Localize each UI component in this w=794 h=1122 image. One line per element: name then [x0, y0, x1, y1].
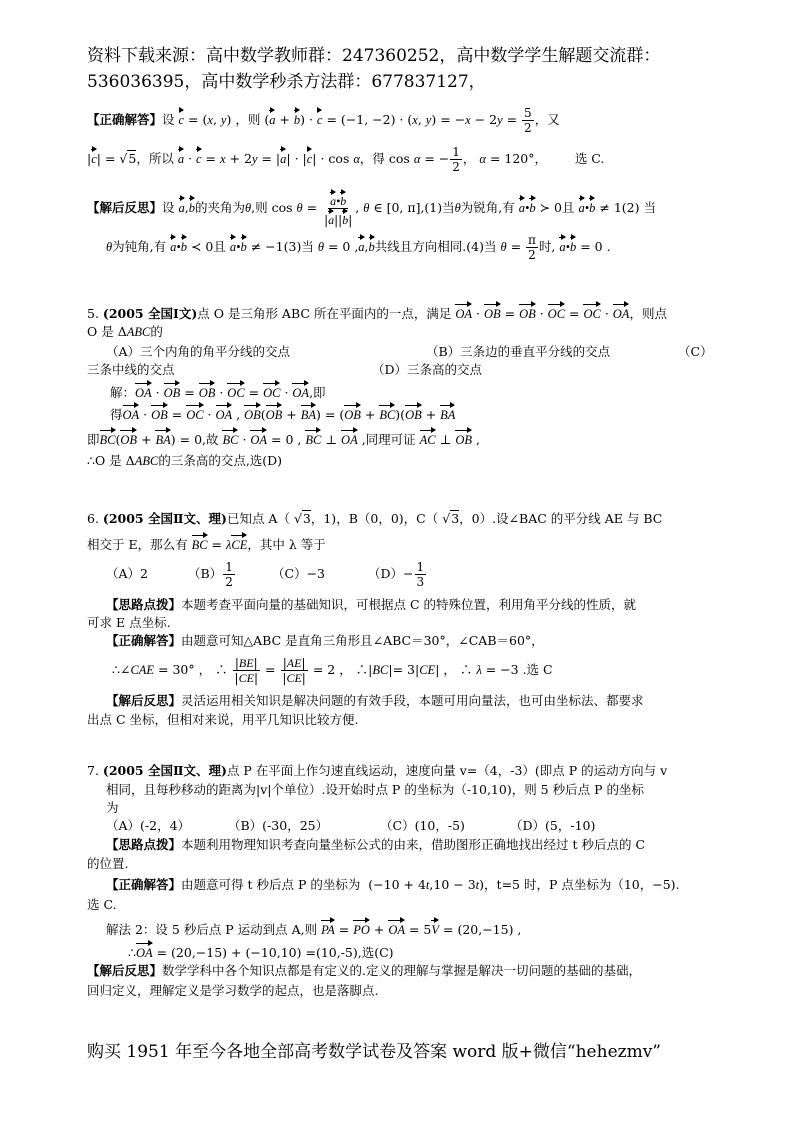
q7-answer-line-1: 【正确解答】由题意可得 t 秒后点 P 的坐标为 (−10 + 4t,10 − 3t)，t=5 时，P 点坐标为（10，−5). [106, 877, 680, 892]
q7-stem-line-3: 为 [106, 800, 119, 815]
q7-stem-line-2: 相同，且每秒移动的距离为|v|个单位）.设开始时点 P 的坐标为（-10,10)，则 5 秒后点 P 的坐标 [106, 782, 644, 797]
q6-answer-line-2: ∴∠CAE = 30° ， ∴ $\frac{|BE|}{|CE|}$ = $\frac{|AE|}{|CE|}$ = 2 ， ∴|BC|= 3|CE| ， ∴ λ = −3 .选 C [112, 656, 553, 685]
q5-solution-line-4: ∴O 是 ΔABC的三条高的交点,选(D) [87, 453, 283, 468]
p4-answer-line-1: 【正确解答】设 c = (x, y) ，则 (a + b) · c = (−1, −2) · (x, y) = −x − 2y = $\frac{5}{2}$ ，又 [87, 106, 560, 135]
header-line-2: 536036395，高中数学秒杀方法群：677837127， [87, 72, 486, 92]
q6-answer-line-1: 【正确解答】由题意可知△ABC 是直角三角形且∠ABC＝30°，∠CAB＝60°， [106, 633, 544, 648]
q5-stem-line-2: O 是 ΔABC的 [87, 324, 163, 339]
q6-option-c: （C）−3 [272, 566, 325, 581]
q7-reflect-line-2: 回归定义，理解定义是学习数学的起点，也是落脚点. [87, 983, 379, 998]
q7-hint-line-1: 【思路点拨】本题利用物理知识考查向量坐标公式的由来，借助图形正确地找出经过 t 秒后点的 C [106, 837, 646, 852]
q6-stem-line-2: 相交于 E，那么有 BC = λCE，其中 λ 等于 [87, 533, 326, 554]
q5-solution-line-1: 解：OA · OB = OB · OC = OC · OA,即 [110, 381, 326, 402]
q6-reflect-line-2: 出点 C 坐标，但相对来说，用平几知识比较方便. [87, 712, 359, 727]
p4-answer-line-2: |c| = √5，所以 a · c = x + 2y = |a| · |c| · cos α，得 cos α = − $\frac{1}{2}$ ， α = 120°， 选 C. [87, 145, 605, 174]
q6-stem-line-1: 6. (2005 全国Ⅱ文、理)已知点 A（ √3，1)，B（0，0)，C（ √3，0）.设∠BAC 的平分线 AE 与 BC [87, 511, 663, 526]
q5-option-b: （B）三条边的垂直平分线的交点 [426, 344, 611, 359]
q7-option-b: （B）(-30，25） [228, 818, 329, 833]
p4-reflect-line-1: 【解后反思】设 a,b的夹角为θ,则 cos θ = $\frac{a•b}{|a||b|}$ , θ ∈ [0, π],(1)当θ为锐角,有 a•b ≻ 0且 a•b ≠ 1(2) 当 [87, 190, 656, 227]
footer-text: 购买 1951 年至今各地全部高考数学试卷及答案 word 版+微信“hehezmv” [87, 1042, 661, 1062]
q6-hint-line-1: 【思路点拨】本题考查平面向量的基础知识，可根据点 C 的特殊位置，利用角平分线的性质，就 [106, 597, 637, 612]
q5-solution-line-3: 即BC(OB + BA) = 0,故 BC · OA = 0 , BC ⊥ OA ,同理可证 AC ⊥ OB , [87, 428, 480, 449]
q5-solution-line-2: 得OA · OB = OC · OA , OB(OB + BA) = (OB + BC)(OB + BA [110, 403, 455, 424]
q5-option-c-text: 三条中线的交点 [87, 362, 175, 377]
q7-reflect-line-1: 【解后反思】数学学科中各个知识点都是有定义的.定义的理解与掌握是解决一切问题的基础的基础， [87, 963, 641, 978]
q6-hint-line-2: 可求 E 点坐标. [87, 615, 171, 630]
q7-option-d: （D）(5，-10) [510, 818, 596, 833]
header-line-1: 资料下载来源：高中数学教师群：247360252，高中数学学生解题交流群： [87, 46, 661, 66]
q6-option-b: （B） $\frac{1}{2}$ [188, 560, 233, 589]
q7-alt-line-2: ∴OA = (20,−15) + (−10,10) =(10,-5),选(C) [128, 941, 394, 962]
q5-option-a: （A）三个内角的角平分线的交点 [106, 344, 291, 359]
q7-option-a: （A）(-2，4） [106, 818, 191, 833]
q5-stem-line-1: 5. (2005 全国Ⅰ文)点 O 是三角形 ABC 所在平面内的一点，满足 OA · OB = OB · OC = OC · OA，则点 [87, 302, 667, 323]
q7-stem-line-1: 7. (2005 全国Ⅱ文、理)点 P 在平面上作匀速直线运动，速度向量 v=（4，-3）(即点 P 的运动方向与 v [87, 763, 668, 778]
p4-reflect-line-2: θ为钝角,有 a•b ≺ 0且 a•b ≠ −1(3)当 θ = 0 ,a,b共线且方向相同.(4)当 θ = $\frac{\pi}{2}$ 时, a•b = 0 . [106, 233, 611, 262]
q5-option-c-label: （C） [678, 344, 713, 359]
q6-option-a: （A）2 [106, 566, 148, 581]
q6-option-d: （D）− $\frac{1}{3}$ [368, 560, 425, 589]
q7-option-c: （C）(10，-5) [380, 818, 465, 833]
q7-alt-line-1: 解法 2：设 5 秒后点 P 运动到点 A,则 PA = PO + OA = 5V = (20,−15) , [106, 918, 521, 939]
q5-option-d: （D）三条高的交点 [372, 362, 483, 377]
q6-reflect-line-1: 【解后反思】灵活运用相关知识是解决问题的有效手段，本题可用向量法，也可由坐标法、都要求 [106, 693, 644, 708]
q7-answer-line-2: 选 C. [87, 897, 117, 912]
q7-hint-line-2: 的位置. [87, 856, 129, 871]
